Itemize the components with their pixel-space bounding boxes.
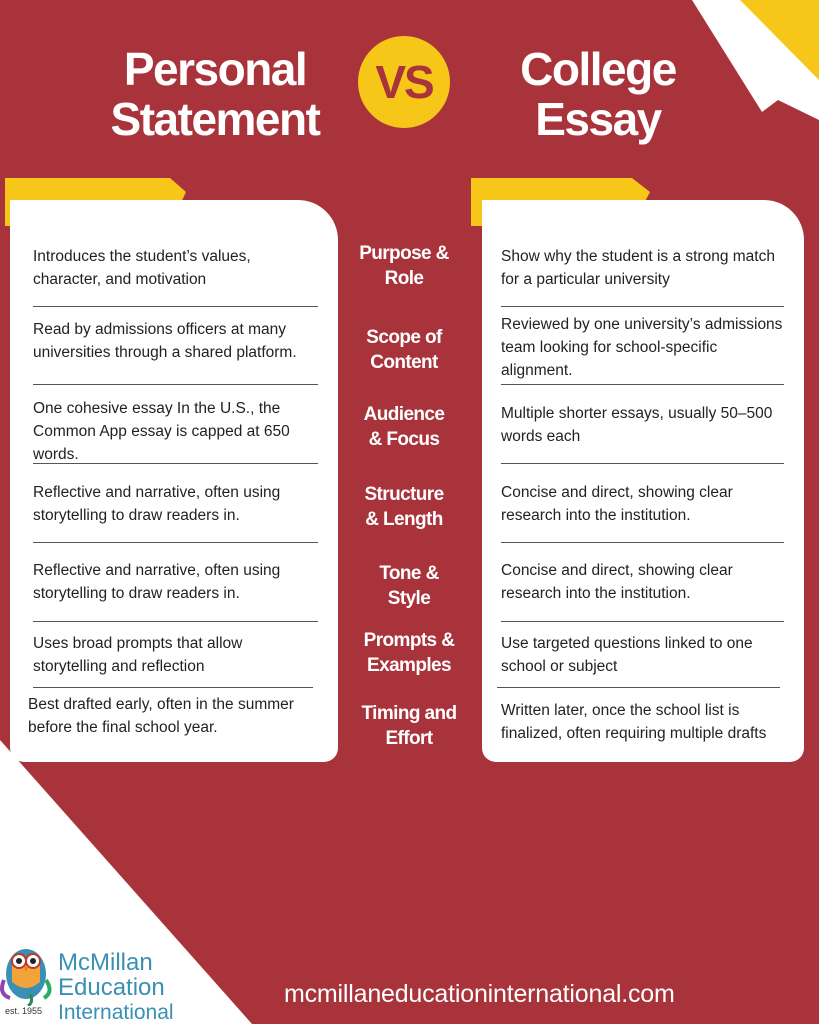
logo-est-label: est. 1955: [5, 1006, 43, 1016]
college-essay-cell: Reviewed by one university’s admissions team looking for school-specific alignment.: [501, 316, 783, 379]
logo-line: Education: [58, 974, 165, 1001]
mcmillan-logo-text: [58, 950, 174, 1024]
row-divider: [33, 687, 313, 688]
criterion-timing-effort: [344, 701, 474, 751]
personal-statement-cell: Introduces the student’s values, character, and motivation: [33, 248, 251, 288]
title-line: College: [520, 43, 676, 95]
row-divider: [33, 384, 318, 385]
criterion-line: Timing and: [361, 703, 457, 724]
criterion-line: Purpose &: [359, 243, 449, 264]
personal-statement-cell: Reflective and narrative, often using storytelling to draw readers in.: [33, 484, 281, 524]
college-essay-cell: Concise and direct, showing clear research into the institution.: [501, 562, 733, 602]
college-essay-cell: Written later, once the school list is finalized, often requiring multiple drafts: [501, 702, 767, 742]
criterion-line: Role: [384, 268, 424, 289]
logo-line: International: [58, 1001, 174, 1024]
owl-logo-icon: [0, 936, 56, 1006]
personal-statement-title: [80, 44, 350, 144]
criterion-audience-focus: [339, 402, 469, 452]
criterion-line: Scope of: [366, 327, 442, 348]
college-essay-cell: Multiple shorter essays, usually 50–500 words each: [501, 405, 773, 445]
personal-statement-cell: Uses broad prompts that allow storytelling and reflection: [33, 635, 243, 675]
criterion-line: Examples: [367, 655, 451, 676]
row-divider: [501, 542, 784, 543]
college-essay-cell: Show why the student is a strong match for a particular university: [501, 248, 775, 288]
row-divider: [497, 687, 780, 688]
row-divider: [501, 384, 784, 385]
criterion-prompts-examples: [344, 628, 474, 678]
personal-statement-card: [10, 200, 338, 762]
row-divider: [33, 621, 318, 622]
row-divider: [33, 542, 318, 543]
row-divider: [501, 463, 784, 464]
criterion-line: Style: [387, 588, 431, 609]
criterion-line: Structure: [364, 484, 444, 505]
personal-statement-cell: One cohesive essay In the U.S., the Common App essay is capped at 650 words.: [33, 400, 290, 463]
criterion-line: Tone &: [379, 563, 439, 584]
row-divider: [501, 621, 784, 622]
vs-badge: VS: [358, 36, 450, 128]
criterion-tone-style: [344, 561, 474, 611]
personal-statement-cell: Reflective and narrative, often using storytelling to draw readers in.: [33, 562, 281, 602]
criterion-line: & Focus: [368, 429, 440, 450]
logo-line: McMillan: [58, 949, 153, 976]
row-divider: [33, 306, 318, 307]
college-essay-cell: Use targeted questions linked to one school or subject: [501, 635, 753, 675]
college-essay-title: [478, 44, 718, 144]
college-essay-card: [482, 200, 804, 762]
personal-statement-cell: Best drafted early, often in the summer before the final school year.: [28, 696, 294, 736]
row-divider: [501, 306, 784, 307]
criterion-scope-of-content: [339, 325, 469, 375]
title-line: Statement: [110, 93, 320, 145]
website-url[interactable]: mcmillaneducationinternational.com: [284, 980, 675, 1008]
college-essay-cell: Concise and direct, showing clear research into the institution.: [501, 484, 733, 524]
criterion-line: Prompts &: [363, 630, 455, 651]
criterion-line: & Length: [365, 509, 443, 530]
criterion-structure-length: [339, 482, 469, 532]
title-line: Essay: [535, 93, 661, 145]
criterion-line: Content: [370, 352, 438, 373]
personal-statement-cell: Read by admissions officers at many universities through a shared platform.: [33, 321, 297, 361]
criterion-line: Effort: [385, 728, 433, 749]
criterion-line: Audience: [363, 404, 445, 425]
title-line: Personal: [123, 43, 307, 95]
criterion-purpose-role: [339, 241, 469, 291]
row-divider: [33, 463, 318, 464]
